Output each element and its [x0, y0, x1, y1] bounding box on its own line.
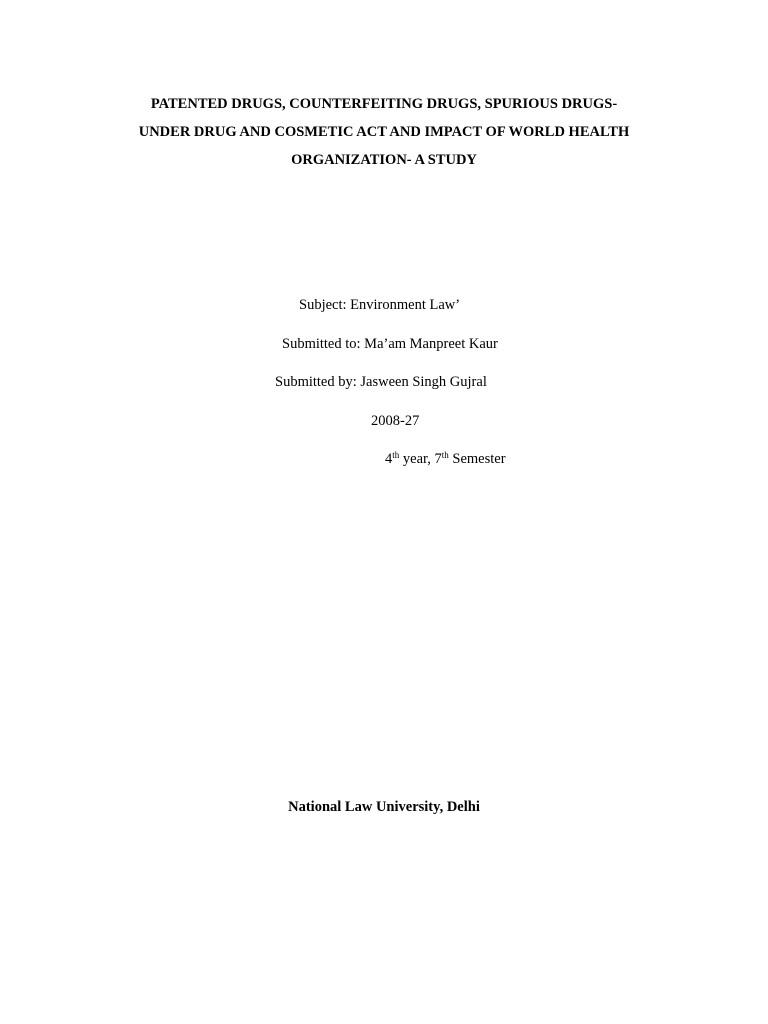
subject-line: Subject: Environment Law’ — [299, 297, 461, 313]
title-line-3: ORGANIZATION- A STUDY — [291, 152, 477, 168]
submitted-to-line: Submitted to: Ma’am Manpreet Kaur — [282, 336, 498, 352]
year-label: year, — [399, 451, 435, 467]
year-number: 4 — [385, 451, 393, 467]
title-line-1: PATENTED DRUGS, COUNTERFEITING DRUGS, SPURIOUS DRUGS- — [150, 96, 618, 112]
semester-label: Semester — [448, 451, 506, 467]
roll-number: 2008-27 — [371, 413, 420, 429]
title-line-2: UNDER DRUG AND COSMETIC ACT AND IMPACT OF WORLD HEALTH — [138, 124, 630, 140]
document-title — [0, 90, 768, 174]
semester-ordinal-suffix: th — [441, 450, 449, 460]
semester-number: 7 — [434, 451, 442, 467]
submitted-by-line: Submitted by: Jasween Singh Gujral — [275, 374, 487, 390]
year-ordinal-suffix: th — [392, 450, 400, 460]
university-name: National Law University, Delhi — [288, 799, 480, 815]
year-semester-line — [385, 449, 506, 469]
